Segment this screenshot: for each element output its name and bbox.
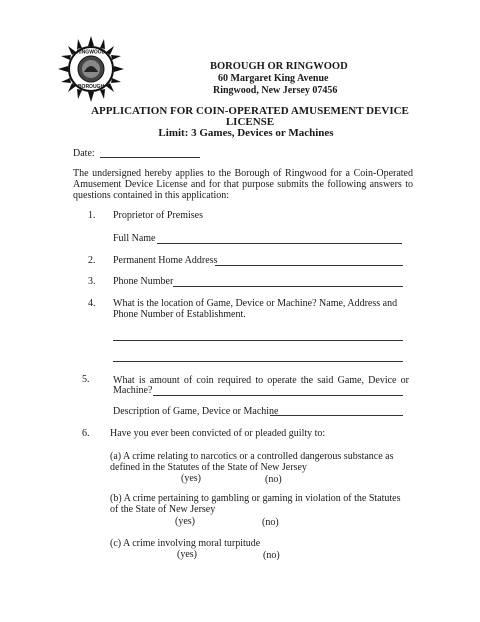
svg-text:RINGWOOD: RINGWOOD (76, 49, 106, 56)
borough-name: BOROUGH OR RINGWOOD (210, 61, 348, 72)
full-name-field[interactable] (157, 243, 402, 244)
item-number-6: 6. (82, 428, 90, 439)
item-number-1: 1. (88, 210, 96, 221)
form-title-line2: LICENSE (225, 116, 275, 128)
description-label: Description of Game, Device or Machine (113, 406, 279, 417)
yes-option-6c[interactable]: (yes) (177, 549, 197, 560)
question-location: What is the location of Game, Device or Machine? Name, Address and Phone Number of Establishment. (113, 298, 398, 320)
question-coin-amount: What is amount of coin required to operate the said Game, Device or (113, 375, 409, 386)
question-6c: (c) A crime involving moral turpitude (110, 538, 261, 549)
no-option-6a[interactable]: (no) (265, 474, 282, 485)
address-city: Ringwood, New Jersey 07456 (213, 85, 338, 96)
question-convictions: Have you ever been convicted of or pleaded guilty to: (110, 428, 326, 439)
yes-option-6b[interactable]: (yes) (175, 516, 195, 527)
location-field-line1[interactable] (113, 340, 403, 341)
intro-paragraph: The undersigned hereby applies to the Borough of Ringwood for a Coin-Operated Amusement Device License and for that purpose submits the following answers to questions contained in this application: (73, 168, 413, 201)
date-field[interactable] (100, 157, 200, 158)
date-label: Date: (73, 148, 95, 159)
question-6b: (b) A crime pertaining to gambling or gaming in violation of the Statutes of the State of New Jersey (110, 493, 401, 515)
question-6a: (a) A crime relating to narcotics or a controlled dangerous substance as defined in the Statutes of the State of New Jersey (110, 451, 394, 473)
phone-number-field[interactable] (173, 286, 403, 287)
no-option-6c[interactable]: (no) (263, 550, 280, 561)
home-address-field[interactable] (215, 265, 403, 266)
location-field-line2[interactable] (113, 361, 403, 362)
item-number-2: 2. (88, 255, 96, 266)
description-field[interactable] (270, 415, 403, 416)
question-proprietor: Proprietor of Premises (113, 210, 203, 221)
item-number-5: 5. (82, 374, 90, 385)
borough-seal-logo (58, 36, 124, 102)
no-option-6b[interactable]: (no) (262, 517, 279, 528)
home-address-label: Permanent Home Address (113, 255, 218, 266)
form-title-line1: APPLICATION FOR COIN-OPERATED AMUSEMENT DEVICE (91, 105, 409, 117)
item-number-3: 3. (88, 276, 96, 287)
address-street: 60 Margaret King Avenue (218, 73, 329, 84)
svg-text:BOROUGH: BOROUGH (77, 84, 105, 90)
full-name-label: Full Name (113, 233, 156, 244)
item-number-4: 4. (88, 298, 96, 309)
yes-option-6a[interactable]: (yes) (181, 473, 201, 484)
coin-amount-field[interactable] (153, 395, 403, 396)
form-limit: Limit: 3 Games, Devices or Machines (158, 127, 334, 139)
phone-number-label: Phone Number (113, 276, 174, 287)
question-coin-amount-cont: Machine? (113, 385, 153, 396)
